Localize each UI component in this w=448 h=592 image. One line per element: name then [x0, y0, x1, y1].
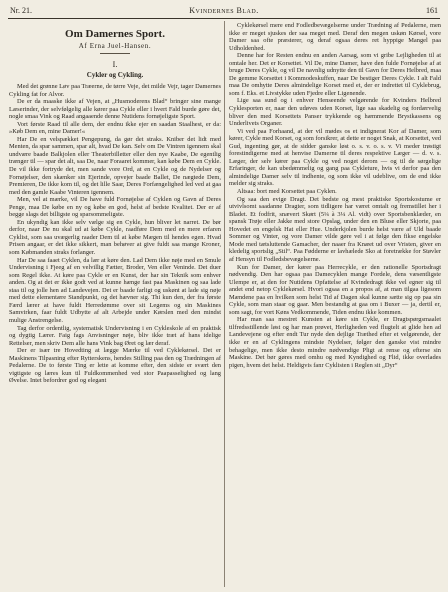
paragraph: Har De saa faaet Cyklen, da lær at køre den. Lad Dem ikke nøje med en Smule Undervisning i Fjeeg af en velvillig Fætter, Broder, Ven eller Veninde. Det duer som Regel ikke. At køre paa Cykle er en Kunst, der har sin Teknik som enhver anden. Og at det er ikke godt ved at kunne hænge fast paa Maskinen og saa lade staa til og jolle hen ad Landevejen. Det er baade farligt og uskønt at lade sig nøje med dette elementære Standpunkt, og det hævner sig. Thi kun den, der fra første Færd lærer at have fuldt Herredømme over sit Legems og sin Maskines Samvirken, faar fuldt Udbytte af alt Arbejde under Kørslen med den mindst mulige Anstrengelse.: [9, 256, 221, 324]
paragraph: Tag derfor ordentlig, systematisk Undervisning i en Cykleskole af en praktisk og dygtig Lærer. Faig fags Anvisninger nøje, bliv ikke træt af hans idelige Rettelser, men skriv Dem alle hans Vink bag Øret og lær deraf.: [9, 324, 221, 347]
issue-number: Nr. 21.: [10, 6, 32, 15]
paragraph: Cyklekørsel mere end Fodledbevægelserne under Trædning af Pedalerne, men ikke er meget sjuskes der saa meget med. Deraf den megen uskøn Kørsel, vore Damer saa ofte præsterer, og deraf ogsaa deres ret hyppige Mangel paa Udholdenhed.: [229, 22, 441, 52]
article-title: Om Damernes Sport.: [65, 28, 165, 40]
paragraph: En ukyndig kan ikke selv vælge sig en Cykle, hun bliver let narret. De bør derfor, naar De nu skal ud at købe Cykle, raadføre Dem med en mere erfaren Cyklist, som saa uvægerlig raader Dem til at købe Mægen til hendes egen. Hvad Prisen angaar, er det ikke sikkert, man behøver at give fuldt saa mange Kroner, som Købmanden straks forlanger.: [9, 218, 221, 257]
paragraph: Vi ved paa Forhaand, at der vil mødes os et indignerat Kor af Damer, som kører, Cykle med Korset, og som forsikrer, at dette er noget Snak, at Korsettet, ved Gud, ingenting gør, at de sidder ganske løst o. s. v. o. s. v. Vi meder trøstigt forestindigerne med at henvise Damerne til deres respektive Læger — d. v. s. Læger, der selv kører paa Cykle og ved noget derom — og til de sørgelige Erfaringer, de kan ubedømmelig og gang paa Cykleture, hvis vi derfor paa den almindelige Damer selv til indhente, og som ikke vil udeblive, om de end ikke melder sig straks.: [229, 127, 441, 188]
paragraph: Og saa den evige Dragt. Det bedste og mest praktiske Sportskostume er utvivlsomt saadanne Dragter, som tidligere har været omtalt og fremstillet her i Bladet. Et fodfrit, snævert Skørt (5¼ à 3¼ Al. vidt) over Sportsbenklæder, en spansk Trøje eller Jakke med store Opslag, under den en Bluse eller Skjorte, paa Hovedet en engelsk Hat eller Hue. Underkjolen burde helst være af Uld baade Sommer og Vinter, og vore Damer vilde gøre vel i at følge den fikse engelske Mode med tætsluttende Gamacher, der naaer fra Knæet ud over Vristen, giver en kledelig sportslig „Stil“. Paa Fødderne er lavhælede Sko at foretrække for Støvler af Hensyn til Fodledsbevægelserne.: [229, 195, 441, 263]
paragraph: Lige saa sund og i enhver Henseende velgørende for Kvinders Helbred Cyklesporten er, naar den udøves uden Korset, lige saa skadelig og fordærvelig bliver den med Korsettets Panser trykkende og hæmmende Brystkassens og Underlivets Organer.: [229, 97, 441, 128]
left-column: [9, 22, 221, 588]
masthead: Kvindernes Blad.: [189, 6, 259, 15]
page-header: [10, 4, 438, 18]
paragraph: Kun for Damer, der kører paa Herrecykle, er den rationelle Sportsdragt nødvendig. Den har ogsaa paa Damecyklen mange Fordele, dens væsentligste Ulempe er, at den for Nutidens Opfattelse af Kvindedragt ikke vel egner sig til andet end netop Cyklekørsel. Hvori ogsaa en a propos af, at man tilgaa ligesom Mændene paa en hvilken som helst Tid af Dagen skal kunne sætte sig op paa sin Cykle, som man staar og gaar. Men bestandig at gaa om i Buxer — ja, dertil er, som sagt, for vort Køns Vedkommende, Tiden endnu ikke kommen.: [229, 263, 441, 316]
paragraph: Altsaa: bort med Korsettet paa Cyklen.: [237, 188, 337, 196]
paragraph: De er da maaske ikke af Vejen, at „Husmoderens Blad“ bringer sine mange Læserinder, der selvfølgelig alle kører paa Cykle eller i hvert Fald burde gøre det, nogle smaa Vink og Raad angaaende denne Nutidens fornøjeligste Sport.: [9, 98, 221, 121]
paragraph: Med det grønne Løv paa Træerne, de tørre Veje, det milde Vejr, tager Damernes Cykling fat for Alvor.: [9, 83, 221, 98]
right-column: [229, 22, 441, 588]
paragraph: Vort første Raad til alle dem, der endnu ikke ejer en saadan Staalhest, er da: »Køb Dem en, mine Damer!«: [9, 120, 221, 136]
title-rule: [100, 53, 130, 54]
paragraph: Der er især tre Hovedting at lægge Mærke til ved Cyklekørsel. Det er Maskinens Tilpasning efter Rytterskens, hendes Stilling paa den og Trædningen af Pedalerne. De to første Ting er lette at komme efter, den sidste er svært den vigtigste og læres kun til Fuldkommenhed ved stor Paapasselighed og lang Øvelse. Intet befordrer god og elegant: [9, 347, 221, 385]
section-number: I.: [112, 60, 118, 69]
header-rule: [8, 18, 440, 19]
paragraph: Denne har for Resten endnu en anden Aarsag, som vi gribe Lejligheden til at omtale her. Det er Korsettet. Vil De, mine Damer, have den fulde Fornøjelse af at bruge Deres Cykle, og vil De navnlig udnytte den til Gavn for Deres Helbred, maa De gemme Korsettet i Kommodeskuffen, naar De bestiger Deres Cykle. I alt Fald maa De omhytte Deres almindelige Korset med et, der er indrettet til Cyklebrug, som f. Eks. et Livstykke uden Fjedre eller Ligenende.: [229, 52, 441, 97]
paragraph: Har man saa mestret Kunsten at køre sin Cykle, er Dragtspørgsmaalet tilfredsstillende løst og har man prøvet, Herligheden ved flugtelt at glide hen ad Landevejene og efter endt Tur nyde den dejlige Træthed efter et velgørende, der ikke er en af Cyklingens mindste Nydelser, følger den ganske vist mindre behagelige, men ikke desto mindre nødvendige Pligt at rense og efterse sin Maskine. Det bør gøres med omhu og med Kyndighed og Flid, ikke overlades pigen, hvem det helst. Heldigvis fanr Cyklisten i Reglen sit „Dyr“: [229, 316, 441, 369]
paragraph: Men, vel at mærke, vil De have fuld Fornøjelse af Cyklen og Gavn af Deres Penge, maa De købe en ny og købe en god, helst af bedste Kvalitet. Der er af begge slags det billigste og sparsommeligste.: [9, 196, 221, 219]
article-author: Af Erna Juel-Hansen.: [78, 42, 152, 50]
section-subtitle: Cykler og Cykling.: [86, 71, 144, 79]
column-divider: [224, 21, 225, 587]
paragraph: Har De en velspækket Pengepung, da gør det straks. Kniber det lidt med Menten, da spar sammen, spar alt, hvad De kan. Selv om De Vintren igennem skal undvære baade Balkjolen eller Theaterbilletter eller den nye Kaabe, De egentlig trænger til — spar det alt, saa De, naar Foraaret kommer, kan købe Dem en Cykle. De vil ikke fortryde det, men sande vore Ord, at en Cykle og de Nydelser og Fornøjelser, den skænker sin Ejerinde, opvejer baade Ballet, De nægtede Dem, Premieren, De ikke kom til, og det lille Saar, Deres Forfængelighed led ved at gaa med den gamle Kaabe Vinteren igennem.: [9, 135, 221, 196]
page-number: 161: [426, 6, 438, 15]
